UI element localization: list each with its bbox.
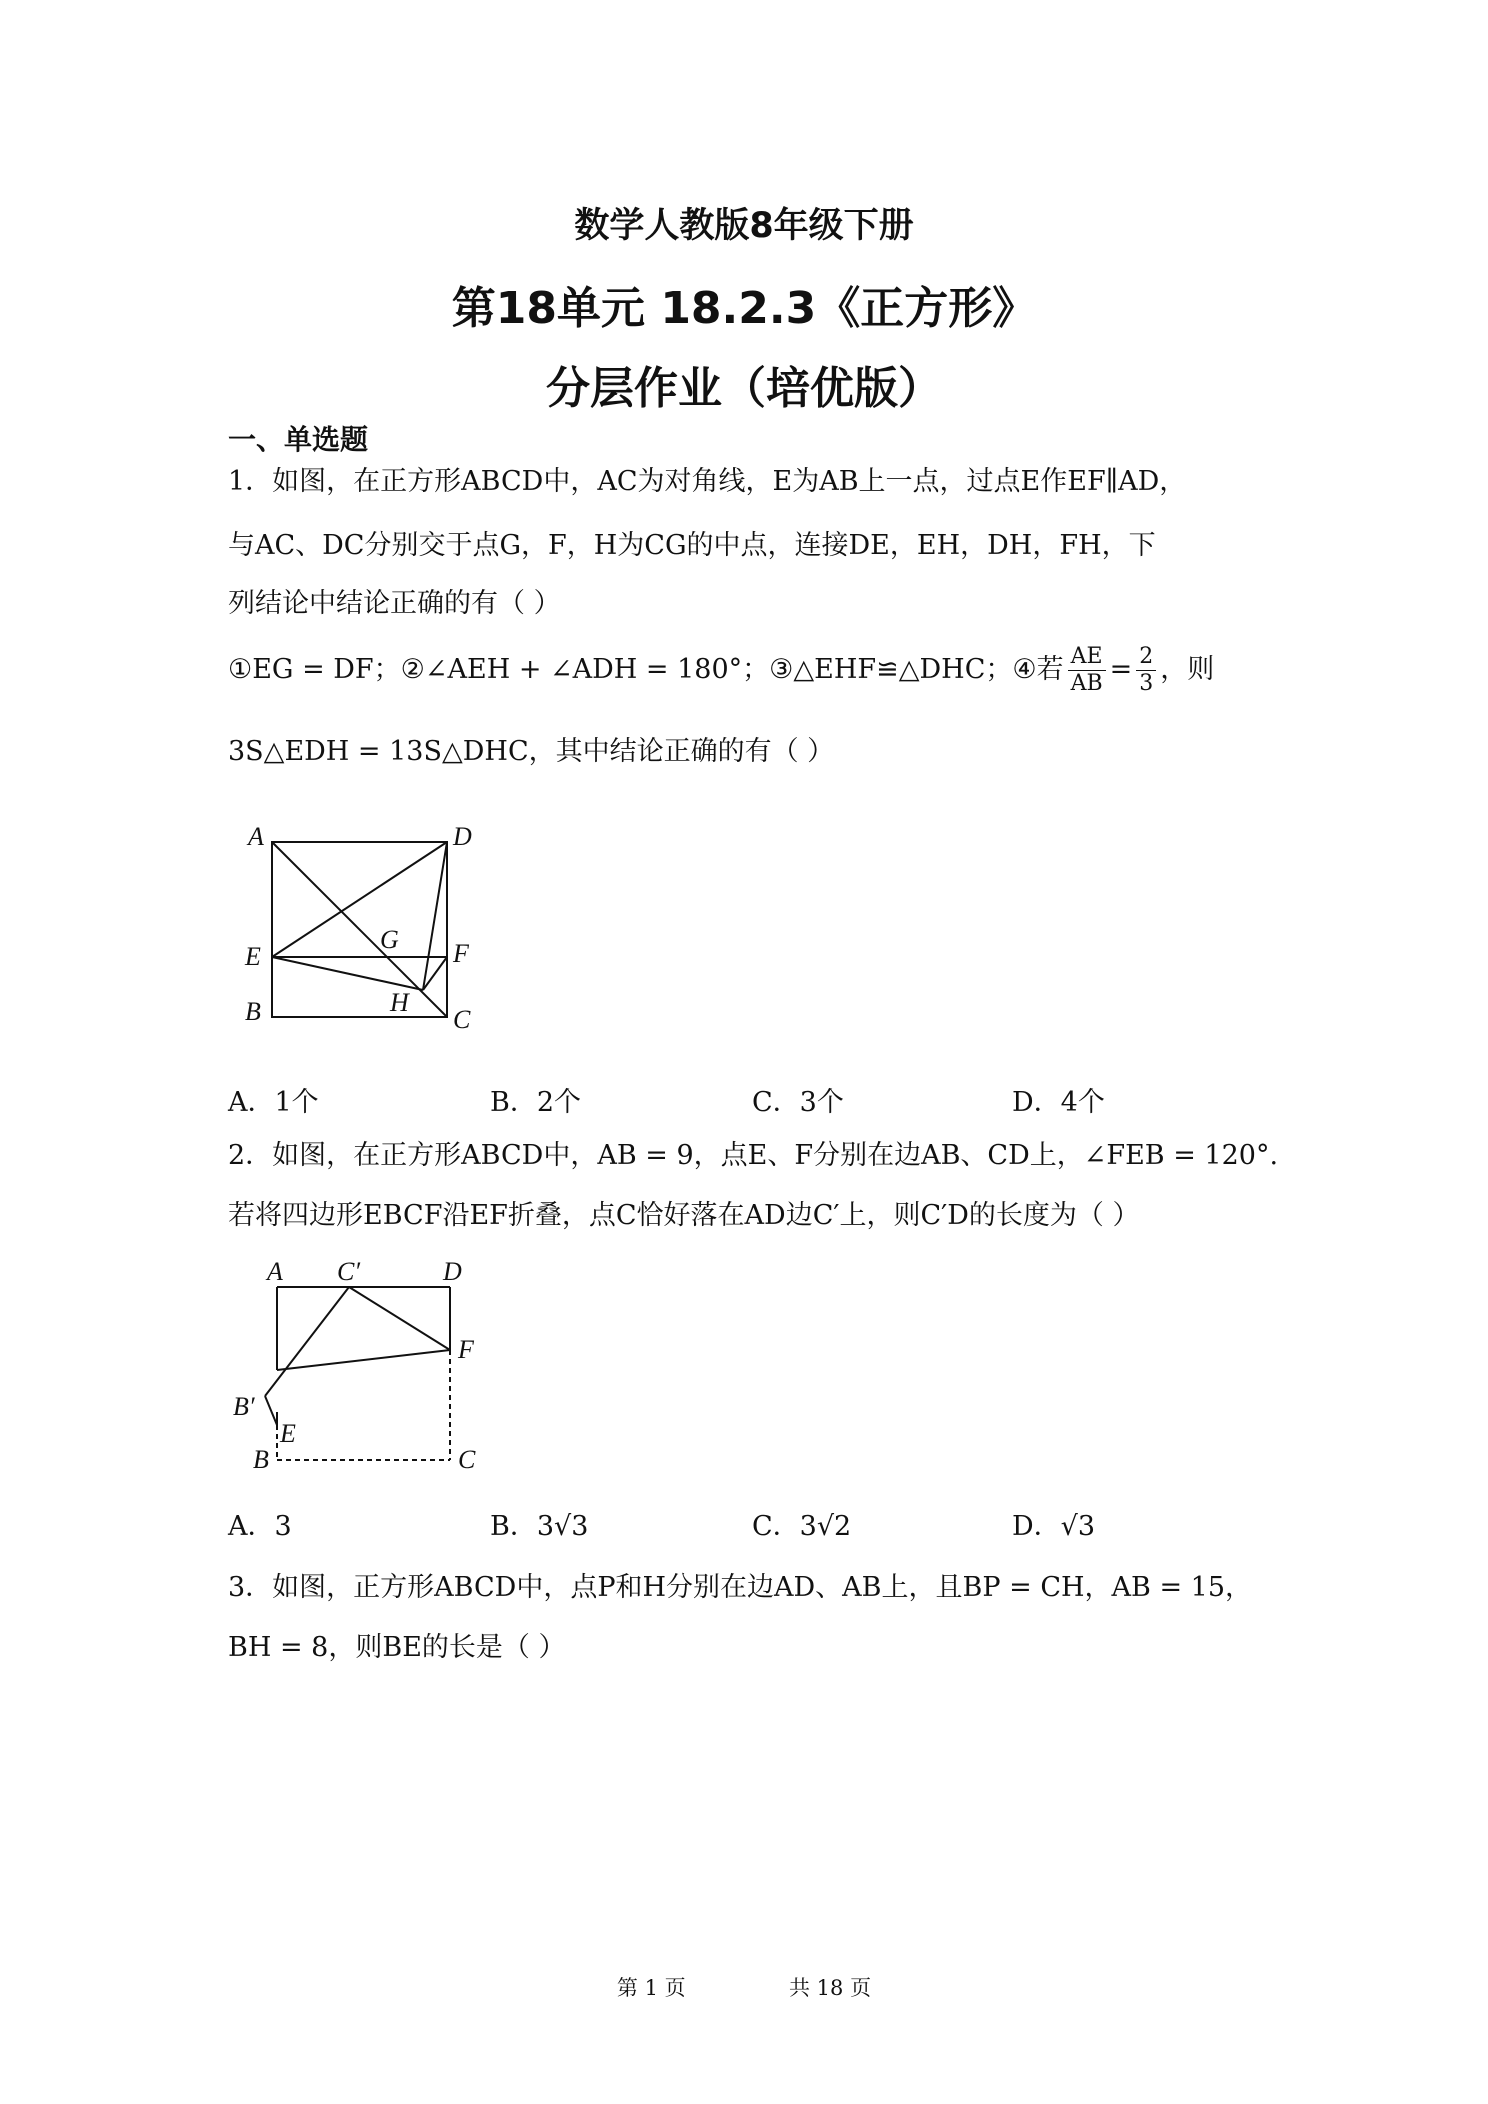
q1-line3: 列结论中结论正确的有（ ） — [228, 588, 561, 619]
q1-cond-b: ，则 — [1160, 654, 1215, 685]
frac2-den: 3 — [1139, 671, 1154, 696]
q2-option-a: A．3 — [228, 1511, 292, 1542]
frac1-num: AE — [1068, 644, 1106, 671]
equals-sign: = — [1109, 654, 1133, 685]
q1-label-h: H — [390, 988, 409, 1017]
q1-label-g: G — [380, 925, 399, 954]
q1-figure — [240, 820, 490, 1040]
fraction-2-3 — [1136, 644, 1156, 697]
q2-option-b: B．3√3 — [490, 1511, 589, 1542]
q1-option-a: A．1个 — [228, 1087, 319, 1118]
total-pages: 共 18 页 — [789, 1976, 872, 2000]
q2-label-c: C — [458, 1445, 476, 1474]
q1-label-f: F — [453, 939, 469, 968]
frac2-num: 2 — [1136, 644, 1156, 671]
q2-label-d: D — [443, 1257, 462, 1286]
q1-label-d: D — [453, 822, 472, 851]
doc-title-line3: 分层作业（培优版） — [546, 363, 942, 414]
q2-label-f: F — [458, 1335, 474, 1364]
page-number: 第 1 页 — [616, 1976, 686, 2000]
q1-conditions — [228, 644, 1214, 697]
q2-label-b: B — [253, 1445, 269, 1474]
q1-segment-ed — [272, 842, 447, 957]
q2-label-e: E — [280, 1419, 296, 1448]
q1-diagonal-ac — [272, 842, 447, 1017]
page-footer — [0, 1972, 1488, 2002]
q2-line1: 2．如图，在正方形ABCD中，AB = 9，点E、F分别在边AB、CD上，∠FEB = 120°. — [228, 1140, 1279, 1171]
q1-option-b: B．2个 — [490, 1087, 582, 1118]
q1-label-b: B — [245, 997, 261, 1026]
q2-segment-b-prime-e — [265, 1396, 277, 1425]
q2-segment-ef — [277, 1350, 450, 1370]
q1-segment-dh — [423, 842, 447, 990]
q1-label-a: A — [248, 822, 264, 851]
q2-label-c-prime: C′ — [337, 1257, 361, 1286]
doc-title-line2: 第18单元 18.2.3《正方形》 — [451, 283, 1037, 334]
section-title: 一、单选题 — [228, 423, 369, 456]
q1-option-d: D．4个 — [1012, 1087, 1105, 1118]
q1-label-e: E — [245, 942, 261, 971]
doc-title-line1: 数学人教版8年级下册 — [574, 206, 914, 246]
q2-label-a: A — [267, 1257, 283, 1286]
q1-line1: 1．如图，在正方形ABCD中，AC为对角线，E为AB上一点，过点E作EF∥AD， — [228, 466, 1187, 497]
q1-label-c: C — [453, 1005, 471, 1034]
q1-cond-a: ①EG = DF；②∠AEH + ∠ADH = 180°；③△EHF≌△DHC；④若 — [228, 654, 1064, 685]
fraction-ae-ab — [1068, 644, 1106, 697]
q1-cond-line2: 3S△EDH = 13S△DHC，其中结论正确的有（ ） — [228, 736, 835, 767]
q2-figure — [225, 1250, 485, 1480]
q2-segment-fc-prime — [349, 1287, 450, 1350]
q2-option-c: C．3√2 — [752, 1511, 852, 1542]
q3-line2: BH = 8，则BE的长是（ ） — [228, 1632, 566, 1663]
frac1-den: AB — [1070, 671, 1103, 696]
q2-option-d: D．√3 — [1012, 1511, 1096, 1542]
q2-line2: 若将四边形EBCF沿EF折叠，点C恰好落在AD边C′上，则C′D的长度为（ ） — [228, 1200, 1140, 1231]
q1-line2: 与AC、DC分别交于点G，F，H为CG的中点，连接DE，EH，DH，FH，下 — [228, 530, 1156, 561]
q3-line1: 3．如图，正方形ABCD中，点P和H分别在边AD、AB上，且BP = CH，AB = 15， — [228, 1572, 1253, 1603]
q1-option-c: C．3个 — [752, 1087, 844, 1118]
q2-label-b-prime: B′ — [233, 1392, 255, 1421]
q1-segment-eh — [272, 957, 423, 990]
